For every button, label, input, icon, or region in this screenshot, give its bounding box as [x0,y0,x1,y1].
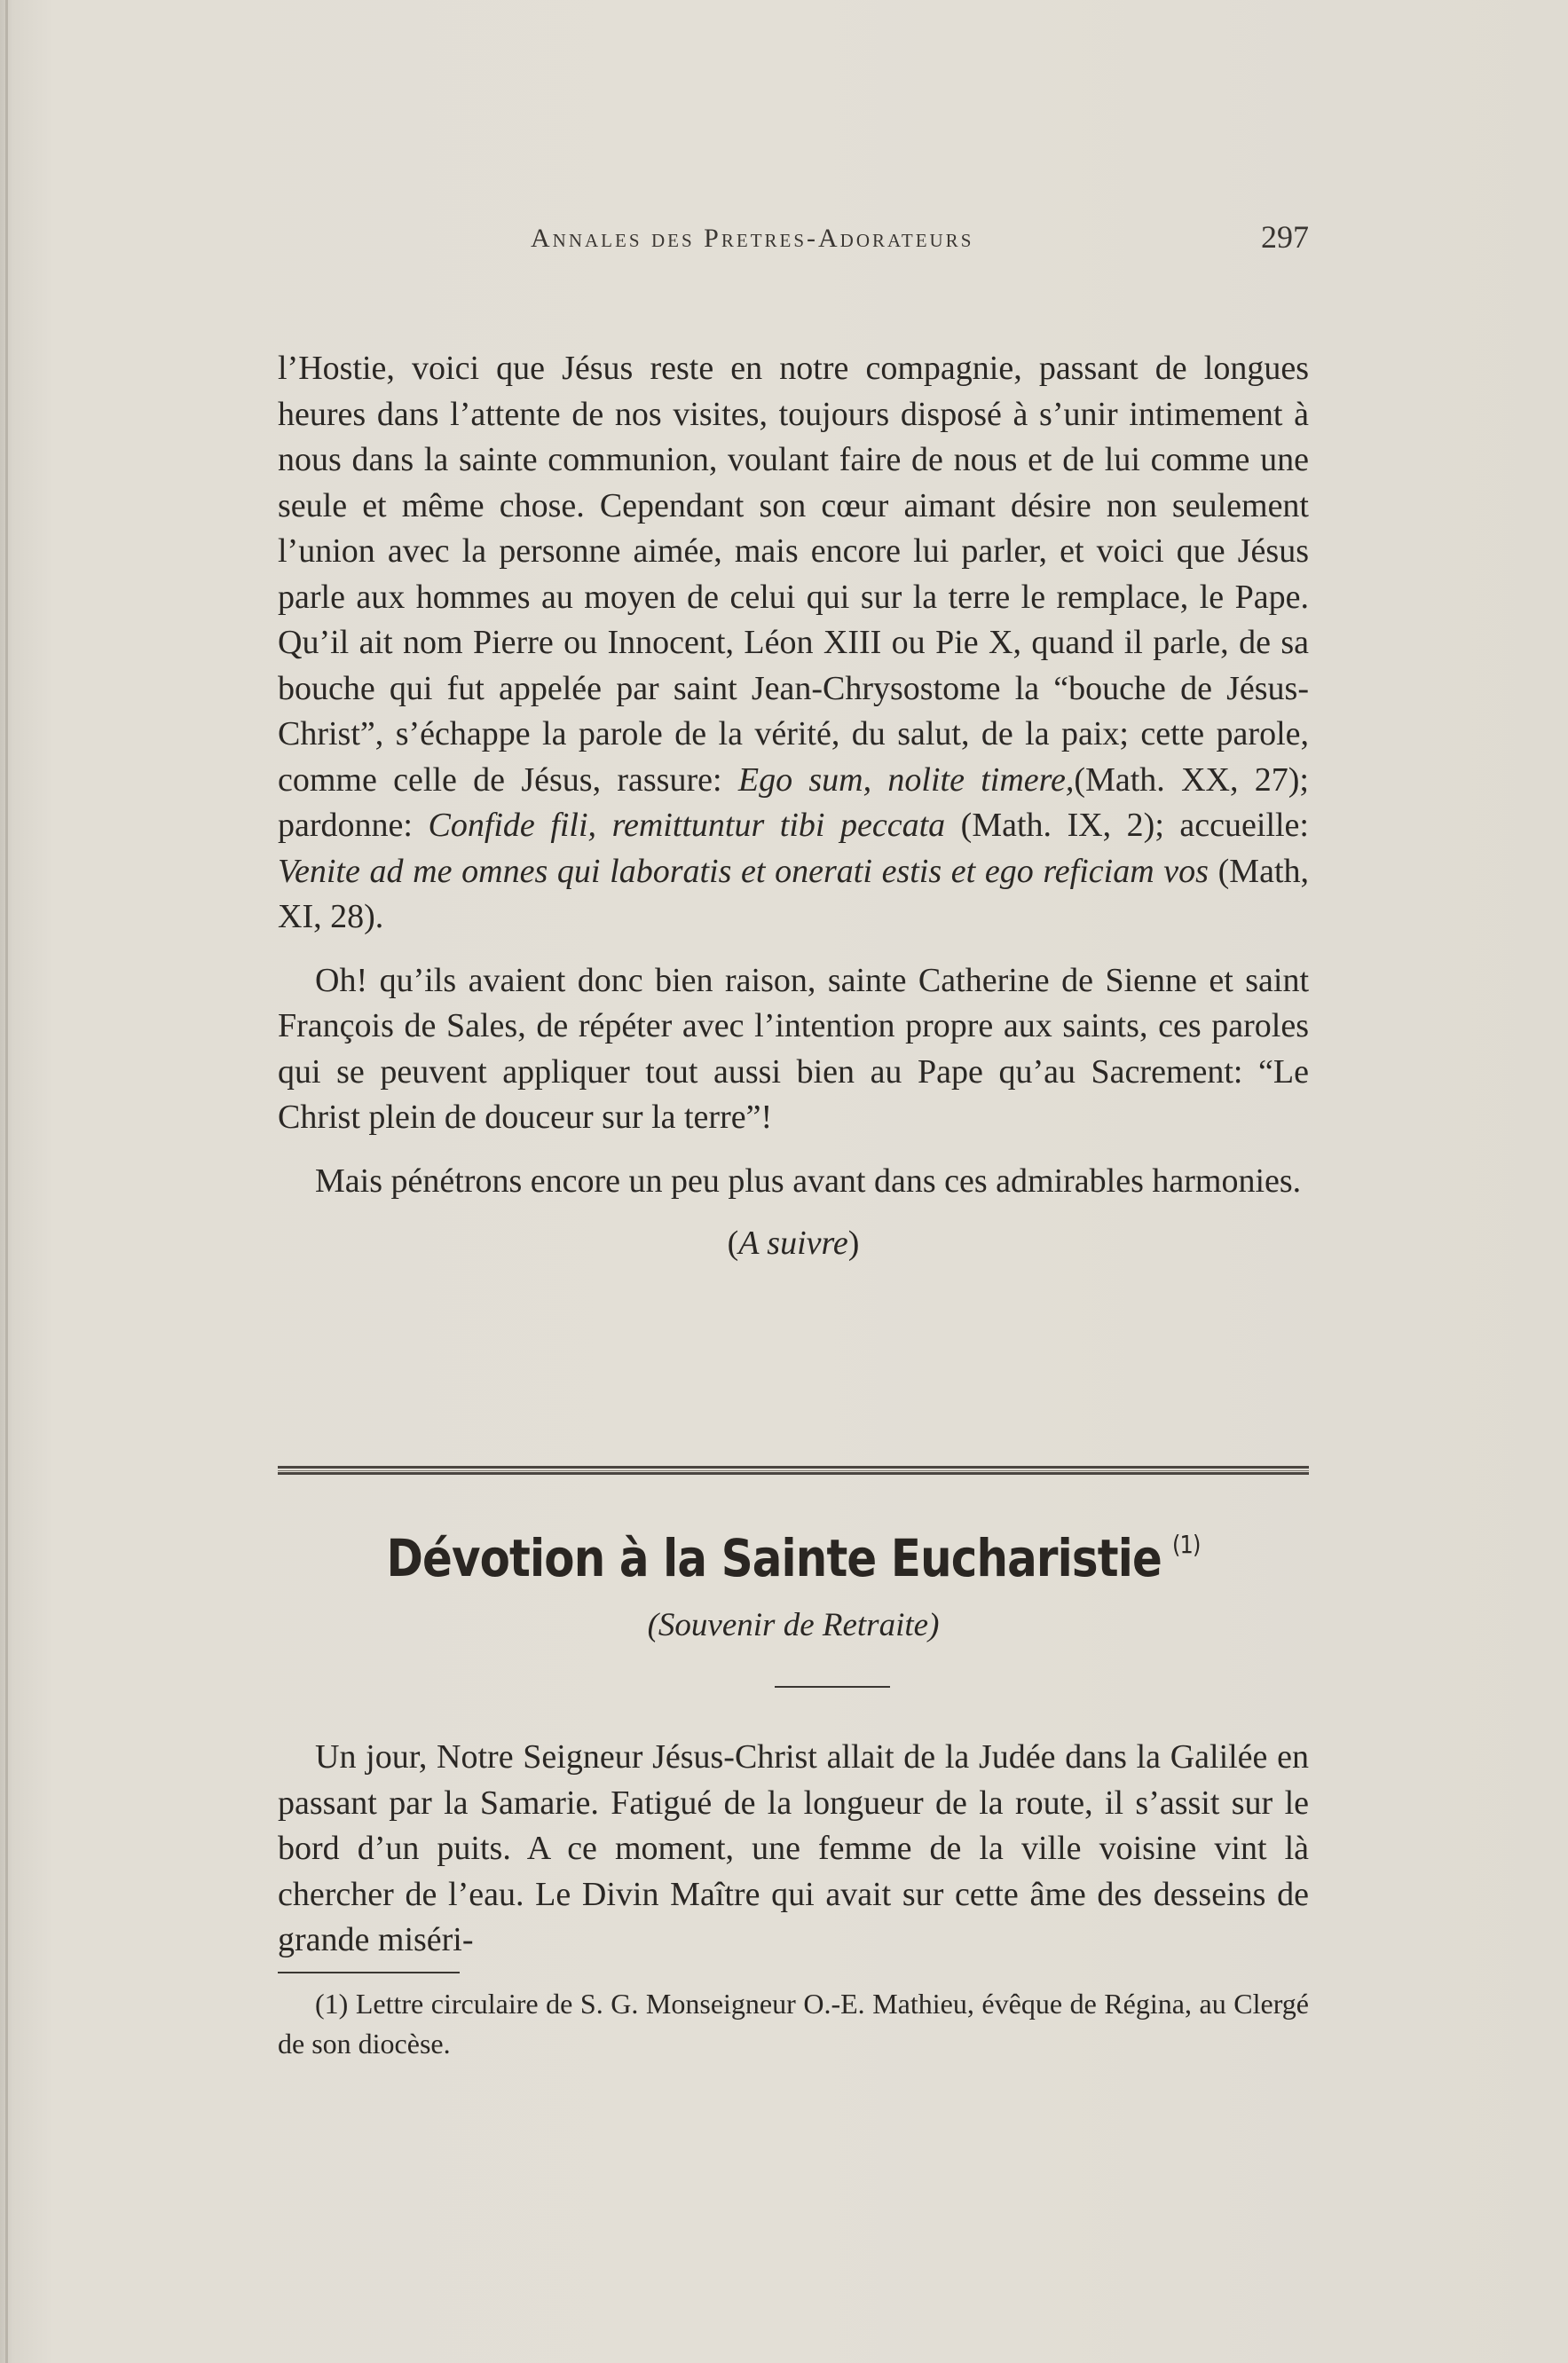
footnote-text: (1) Lettre circulaire de S. G. Monseigneur O.-E. Mathieu, évêque de Régina, au Clergé de son diocèse. [278,1988,1309,2060]
suivre-open: ( [727,1225,739,1262]
p1-latin-2: Confide fili, remittuntur tibi peccata [428,807,946,844]
subtitle-close: ) [928,1607,940,1643]
article-title [350,1528,1236,1588]
page-header [278,217,1309,261]
subtitle-open: ( [647,1607,658,1643]
footnote-rule [278,1972,460,1973]
footnote [278,1984,1309,2064]
p1-latin-1: Ego sum, nolite timere, [737,760,1075,799]
p1-latin-3: Venite ad me omnes qui laboratis et onerati estis et ego reficiam vos [278,852,1209,890]
p1-text-2: (Math. XX, 27); pardonne: [278,760,1309,844]
paragraph-4: Un jour, Notre Seigneur Jésus-Christ allait de la Judée dans la Galilée en passant par la Samarie. Fatigué de la longueur de la route, il s’assit sur le bord d’un puits. A ce moment, une femme de la ville voisine vint là chercher de l’eau. Le Divin Maître qui avait sur cette âme des desseins de grande miséri- [278,1738,1309,1958]
double-rule [278,1466,1309,1475]
suivre-close: ) [847,1225,860,1262]
page-number: 297 [1261,219,1309,255]
section1-body [278,346,1309,1263]
p1-text: l’Hostie, voici que Jésus reste en notre compagnie, passant de longues heures dans l’attente de nos visites, toujours disposé à s’unir intimement à nous dans la sainte communion, voulant faire de nous et de lui comme une seule et même chose. Cependant son cœur aimant désire non seulement l’union avec la personne aimée, mais encore lui parler, et voici que Jésus parle aux hommes au moyen de celui qui sur la terre le remplace, le Pape. Qu’il ait nom Pierre ou Innocent, Léon XIII ou Pie X, quand il parle, de sa bouche qui fut appelée par saint Jean-Chrysostome la “bouche de Jésus-Christ”, s’échappe la parole de la vérité, du salut, de la paix; cette parole, comme celle de Jésus, rassure: [278,350,1309,799]
paragraph-1 [278,346,1309,941]
section2-body [278,1735,1309,1964]
page-edge [5,0,8,2363]
p1-text-4: (Math, XI, 28). [278,852,1309,935]
article-subtitle [278,1606,1309,1644]
title-text: Dévotion à la Sainte Eucharistie [386,1528,1162,1588]
separator-rule [775,1686,890,1688]
to-be-continued [278,1224,1309,1263]
subtitle-text: Souvenir de Retraite [658,1607,929,1643]
suivre-text: A suivre [738,1225,848,1262]
title-footnote-mark: (1) [1171,1529,1201,1559]
paragraph-2: Oh! qu’ils avaient donc bien raison, sainte Catherine de Sienne et saint François de Sales, de répéter avec l’intention propre aux saints, ces paroles qui se peuvent appliquer tout aussi bien au Pape qu’au Sacrement: “Le Christ plein de douceur sur la terre”! [278,961,1309,1136]
running-title: Annales des Pretres-Adorateurs [531,224,974,253]
paragraph-3: Mais pénétrons encore un peu plus avant dans ces admirables harmonies. [315,1162,1302,1200]
p1-text-3: (Math. IX, 2); accueille: [945,807,1309,844]
